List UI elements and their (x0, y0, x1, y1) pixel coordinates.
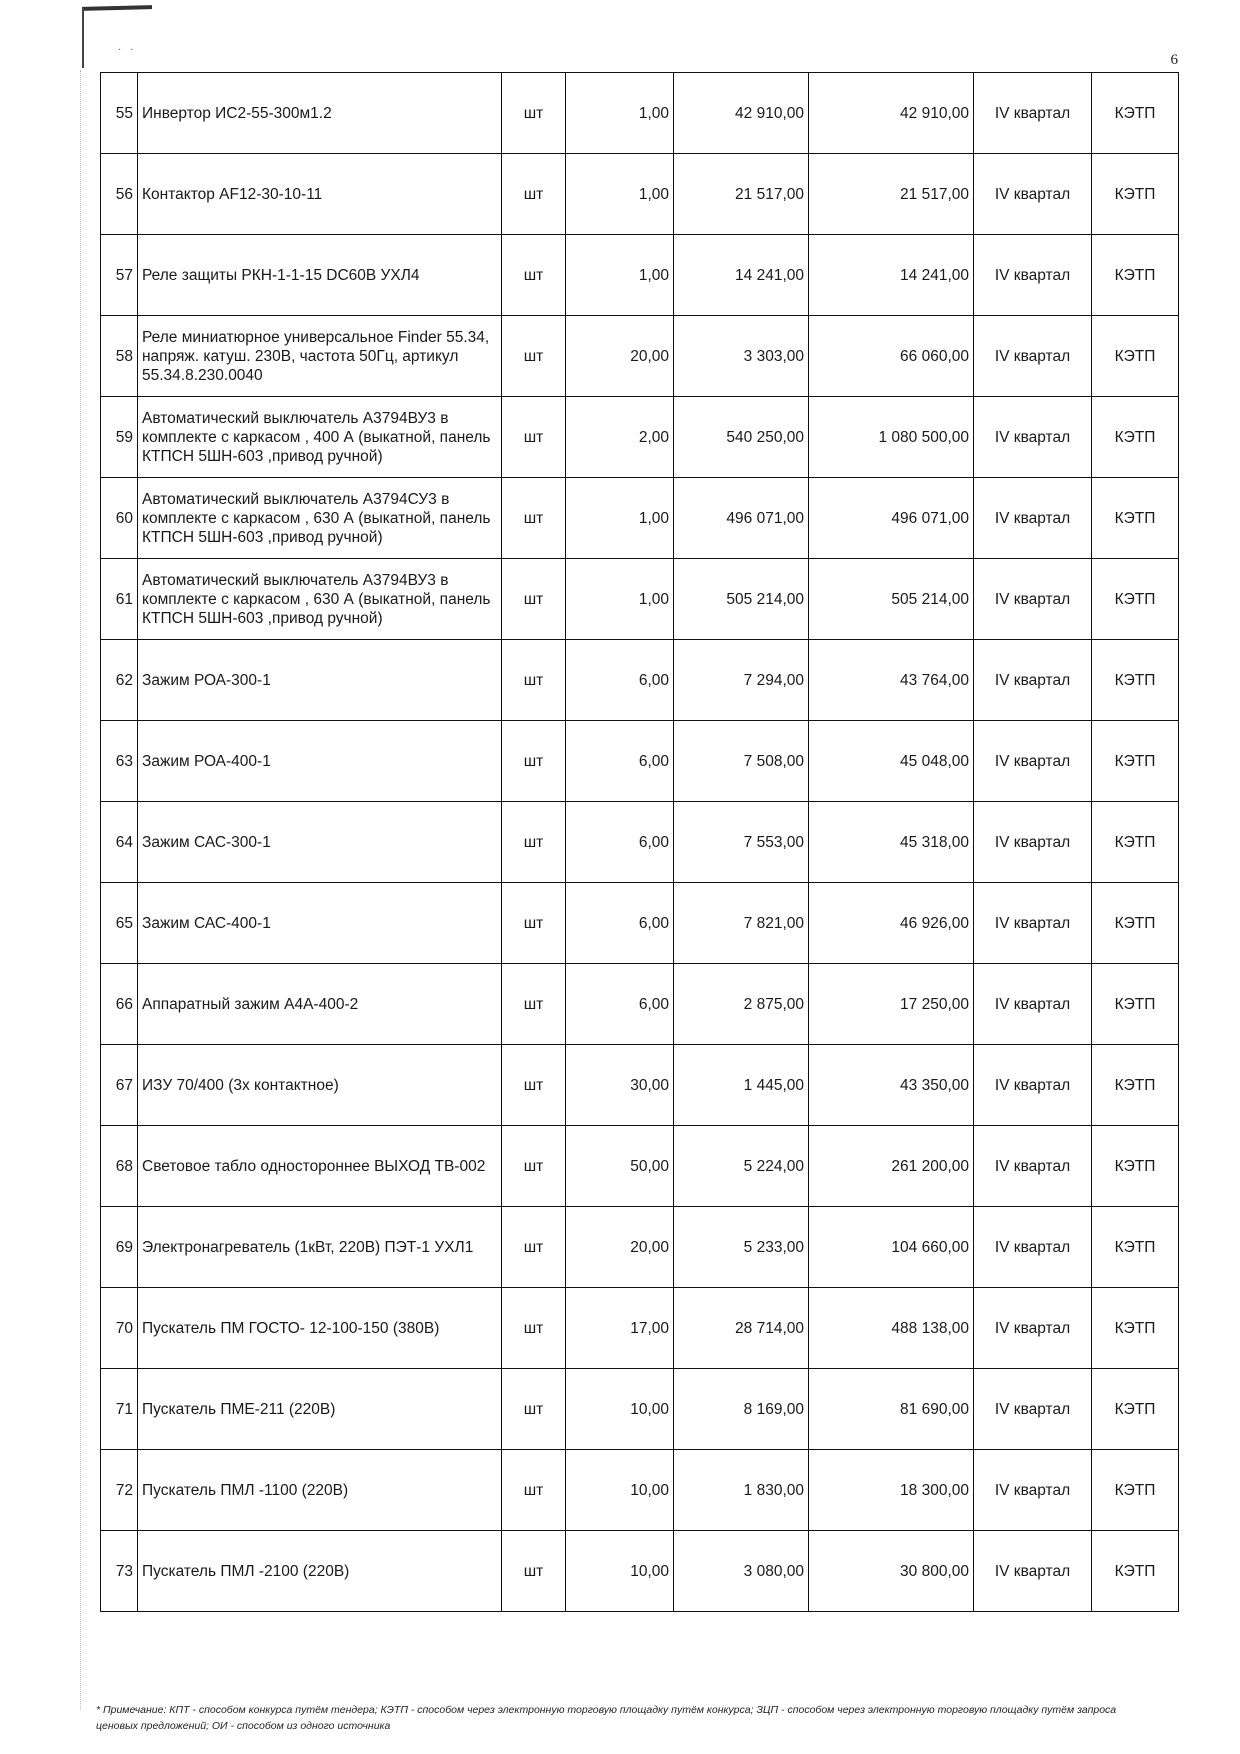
table-row (101, 316, 1179, 397)
delivery-period-cell: IV квартал (974, 235, 1092, 316)
item-name-cell: Электронагреватель (1кВт, 220В) ПЭТ-1 УХЛ1 (138, 1207, 502, 1288)
delivery-period-cell: IV квартал (974, 1126, 1092, 1207)
row-number-cell: 56 (101, 154, 138, 235)
procurement-method-cell: КЭТП (1092, 721, 1179, 802)
quantity-cell: 1,00 (566, 478, 674, 559)
table-row (101, 883, 1179, 964)
total-amount-cell: 45 048,00 (809, 721, 974, 802)
total-amount-cell: 45 318,00 (809, 802, 974, 883)
row-number-cell: 73 (101, 1531, 138, 1612)
unit-cell: шт (502, 478, 566, 559)
scan-artifact-edge (82, 8, 84, 68)
unit-cell: шт (502, 1126, 566, 1207)
item-name-cell: Автоматический выключатель А3794СУ3 в комплекте с каркасом , 630 А (выкатной, панель КТПСН 5ШН-603 ,привод ручной) (138, 478, 502, 559)
unit-price-cell: 8 169,00 (674, 1369, 809, 1450)
total-amount-cell: 81 690,00 (809, 1369, 974, 1450)
unit-cell: шт (502, 640, 566, 721)
unit-price-cell: 3 080,00 (674, 1531, 809, 1612)
row-number-cell: 59 (101, 397, 138, 478)
row-number-cell: 62 (101, 640, 138, 721)
unit-price-cell: 14 241,00 (674, 235, 809, 316)
row-number-cell: 69 (101, 1207, 138, 1288)
scan-artifact-corner (82, 5, 152, 11)
unit-price-cell: 21 517,00 (674, 154, 809, 235)
unit-price-cell: 28 714,00 (674, 1288, 809, 1369)
row-number-cell: 67 (101, 1045, 138, 1126)
item-name-cell: Аппаратный зажим А4А-400-2 (138, 964, 502, 1045)
unit-cell: шт (502, 1450, 566, 1531)
delivery-period-cell: IV квартал (974, 640, 1092, 721)
delivery-period-cell: IV квартал (974, 1450, 1092, 1531)
quantity-cell: 10,00 (566, 1531, 674, 1612)
procurement-method-cell: КЭТП (1092, 397, 1179, 478)
quantity-cell: 6,00 (566, 964, 674, 1045)
unit-price-cell: 540 250,00 (674, 397, 809, 478)
procurement-method-cell: КЭТП (1092, 235, 1179, 316)
delivery-period-cell: IV квартал (974, 73, 1092, 154)
unit-cell: шт (502, 559, 566, 640)
table-row (101, 154, 1179, 235)
delivery-period-cell: IV квартал (974, 1045, 1092, 1126)
item-name-cell: Контактор AF12-30-10-11 (138, 154, 502, 235)
quantity-cell: 2,00 (566, 397, 674, 478)
total-amount-cell: 505 214,00 (809, 559, 974, 640)
procurement-method-cell: КЭТП (1092, 1045, 1179, 1126)
quantity-cell: 1,00 (566, 154, 674, 235)
item-name-cell: Зажим САС-400-1 (138, 883, 502, 964)
procurement-method-cell: КЭТП (1092, 1369, 1179, 1450)
item-name-cell: Зажим САС-300-1 (138, 802, 502, 883)
unit-price-cell: 496 071,00 (674, 478, 809, 559)
table-body (101, 73, 1179, 1612)
quantity-cell: 10,00 (566, 1450, 674, 1531)
unit-cell: шт (502, 1045, 566, 1126)
table-row (101, 721, 1179, 802)
item-name-cell: Пускатель ПМ ГОСТО- 12-100-150 (380В) (138, 1288, 502, 1369)
unit-price-cell: 505 214,00 (674, 559, 809, 640)
delivery-period-cell: IV квартал (974, 883, 1092, 964)
procurement-method-cell: КЭТП (1092, 1450, 1179, 1531)
procurement-method-cell: КЭТП (1092, 1126, 1179, 1207)
procurement-method-cell: КЭТП (1092, 640, 1179, 721)
delivery-period-cell: IV квартал (974, 154, 1092, 235)
footnote: * Примечание: КПТ - способом конкурса путём тендера; КЭТП - способом через электронную торговую площадку путём конкурса; ЗЦП - способом через электронную торговую площадку путём запроса ценовых предложений; ОИ - способом из одного источника (96, 1704, 1117, 1732)
scan-artifact-dots: · · (118, 44, 137, 55)
delivery-period-cell: IV квартал (974, 316, 1092, 397)
unit-price-cell: 42 910,00 (674, 73, 809, 154)
table-row (101, 1369, 1179, 1450)
unit-price-cell: 7 553,00 (674, 802, 809, 883)
procurement-method-cell: КЭТП (1092, 964, 1179, 1045)
delivery-period-cell: IV квартал (974, 802, 1092, 883)
item-name-cell: Пускатель ПМЛ -2100 (220В) (138, 1531, 502, 1612)
procurement-method-cell: КЭТП (1092, 802, 1179, 883)
row-number-cell: 65 (101, 883, 138, 964)
table-row (101, 964, 1179, 1045)
procurement-method-cell: КЭТП (1092, 73, 1179, 154)
unit-price-cell: 7 508,00 (674, 721, 809, 802)
table-row (101, 478, 1179, 559)
row-number-cell: 68 (101, 1126, 138, 1207)
row-number-cell: 63 (101, 721, 138, 802)
total-amount-cell: 43 764,00 (809, 640, 974, 721)
table-row (101, 1045, 1179, 1126)
unit-cell: шт (502, 235, 566, 316)
total-amount-cell: 104 660,00 (809, 1207, 974, 1288)
table-row (101, 1288, 1179, 1369)
unit-price-cell: 1 830,00 (674, 1450, 809, 1531)
row-number-cell: 71 (101, 1369, 138, 1450)
procurement-method-cell: КЭТП (1092, 1207, 1179, 1288)
row-number-cell: 57 (101, 235, 138, 316)
row-number-cell: 55 (101, 73, 138, 154)
total-amount-cell: 14 241,00 (809, 235, 974, 316)
total-amount-cell: 42 910,00 (809, 73, 974, 154)
quantity-cell: 6,00 (566, 883, 674, 964)
unit-cell: шт (502, 802, 566, 883)
row-number-cell: 61 (101, 559, 138, 640)
table-row (101, 1450, 1179, 1531)
unit-price-cell: 5 233,00 (674, 1207, 809, 1288)
quantity-cell: 6,00 (566, 802, 674, 883)
procurement-table (100, 72, 1179, 1612)
row-number-cell: 72 (101, 1450, 138, 1531)
procurement-method-cell: КЭТП (1092, 559, 1179, 640)
item-name-cell: Световое табло одностороннее ВЫХОД ТВ-002 (138, 1126, 502, 1207)
delivery-period-cell: IV квартал (974, 559, 1092, 640)
delivery-period-cell: IV квартал (974, 721, 1092, 802)
unit-price-cell: 7 821,00 (674, 883, 809, 964)
table-row (101, 73, 1179, 154)
procurement-method-cell: КЭТП (1092, 478, 1179, 559)
table-row (101, 1207, 1179, 1288)
quantity-cell: 1,00 (566, 235, 674, 316)
total-amount-cell: 261 200,00 (809, 1126, 974, 1207)
quantity-cell: 20,00 (566, 316, 674, 397)
unit-cell: шт (502, 397, 566, 478)
item-name-cell: Зажим РОА-300-1 (138, 640, 502, 721)
quantity-cell: 20,00 (566, 1207, 674, 1288)
item-name-cell: Пускатель ПМЛ -1100 (220В) (138, 1450, 502, 1531)
item-name-cell: Автоматический выключатель А3794ВУ3 в комплекте с каркасом , 400 А (выкатной, панель КТПСН 5ШН-603 ,привод ручной) (138, 397, 502, 478)
total-amount-cell: 21 517,00 (809, 154, 974, 235)
quantity-cell: 6,00 (566, 721, 674, 802)
item-name-cell: Пускатель ПМЕ-211 (220В) (138, 1369, 502, 1450)
unit-price-cell: 3 303,00 (674, 316, 809, 397)
unit-cell: шт (502, 721, 566, 802)
unit-cell: шт (502, 1369, 566, 1450)
delivery-period-cell: IV квартал (974, 964, 1092, 1045)
total-amount-cell: 496 071,00 (809, 478, 974, 559)
procurement-method-cell: КЭТП (1092, 1531, 1179, 1612)
row-number-cell: 70 (101, 1288, 138, 1369)
row-number-cell: 64 (101, 802, 138, 883)
unit-cell: шт (502, 1531, 566, 1612)
table-row (101, 235, 1179, 316)
unit-cell: шт (502, 154, 566, 235)
unit-cell: шт (502, 1288, 566, 1369)
row-number-cell: 58 (101, 316, 138, 397)
delivery-period-cell: IV квартал (974, 478, 1092, 559)
unit-price-cell: 2 875,00 (674, 964, 809, 1045)
item-name-cell: Зажим РОА-400-1 (138, 721, 502, 802)
total-amount-cell: 1 080 500,00 (809, 397, 974, 478)
quantity-cell: 50,00 (566, 1126, 674, 1207)
unit-cell: шт (502, 316, 566, 397)
table-row (101, 802, 1179, 883)
unit-cell: шт (502, 73, 566, 154)
table-row (101, 1126, 1179, 1207)
quantity-cell: 17,00 (566, 1288, 674, 1369)
delivery-period-cell: IV квартал (974, 397, 1092, 478)
table-row (101, 397, 1179, 478)
delivery-period-cell: IV квартал (974, 1369, 1092, 1450)
procurement-method-cell: КЭТП (1092, 1288, 1179, 1369)
scan-artifact-margin (80, 70, 82, 1710)
procurement-method-cell: КЭТП (1092, 316, 1179, 397)
page-number: 6 (1170, 52, 1178, 68)
total-amount-cell: 17 250,00 (809, 964, 974, 1045)
total-amount-cell: 43 350,00 (809, 1045, 974, 1126)
table-row (101, 640, 1179, 721)
quantity-cell: 30,00 (566, 1045, 674, 1126)
row-number-cell: 60 (101, 478, 138, 559)
item-name-cell: Инвертор ИС2-55-300м1.2 (138, 73, 502, 154)
total-amount-cell: 66 060,00 (809, 316, 974, 397)
row-number-cell: 66 (101, 964, 138, 1045)
unit-price-cell: 1 445,00 (674, 1045, 809, 1126)
quantity-cell: 1,00 (566, 559, 674, 640)
item-name-cell: Автоматический выключатель А3794ВУ3 в комплекте с каркасом , 630 А (выкатной, панель КТПСН 5ШН-603 ,привод ручной) (138, 559, 502, 640)
procurement-method-cell: КЭТП (1092, 883, 1179, 964)
procurement-method-cell: КЭТП (1092, 154, 1179, 235)
delivery-period-cell: IV квартал (974, 1531, 1092, 1612)
unit-cell: шт (502, 883, 566, 964)
total-amount-cell: 488 138,00 (809, 1288, 974, 1369)
quantity-cell: 1,00 (566, 73, 674, 154)
total-amount-cell: 46 926,00 (809, 883, 974, 964)
table-row (101, 1531, 1179, 1612)
unit-price-cell: 7 294,00 (674, 640, 809, 721)
quantity-cell: 6,00 (566, 640, 674, 721)
total-amount-cell: 30 800,00 (809, 1531, 974, 1612)
unit-price-cell: 5 224,00 (674, 1126, 809, 1207)
item-name-cell: Реле миниатюрное универсальное Finder 55.34, напряж. катуш. 230В, частота 50Гц, артикул 55.34.8.230.0040 (138, 316, 502, 397)
total-amount-cell: 18 300,00 (809, 1450, 974, 1531)
unit-cell: шт (502, 964, 566, 1045)
table-row (101, 559, 1179, 640)
delivery-period-cell: IV квартал (974, 1288, 1092, 1369)
item-name-cell: ИЗУ 70/400 (3х контактное) (138, 1045, 502, 1126)
quantity-cell: 10,00 (566, 1369, 674, 1450)
item-name-cell: Реле защиты РКН-1-1-15 DC60В УХЛ4 (138, 235, 502, 316)
delivery-period-cell: IV квартал (974, 1207, 1092, 1288)
unit-cell: шт (502, 1207, 566, 1288)
